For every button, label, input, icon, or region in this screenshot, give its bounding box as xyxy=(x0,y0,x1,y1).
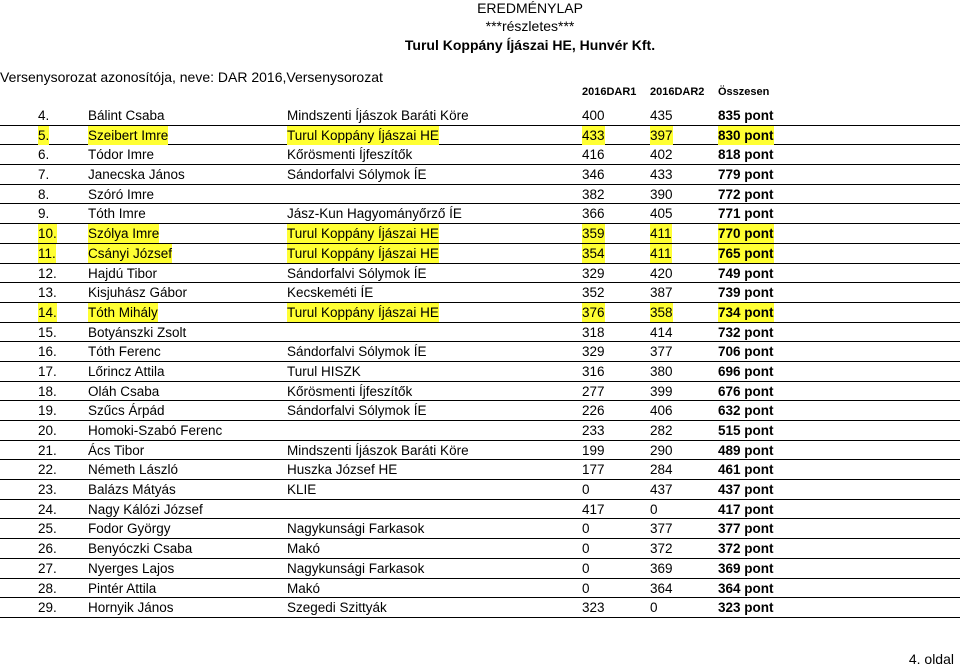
name-cell: Nyerges Lajos xyxy=(88,560,175,576)
rank-cell: 23. xyxy=(38,482,57,498)
table-row xyxy=(0,598,960,618)
name-cell: Németh László xyxy=(88,462,179,478)
results-table xyxy=(0,106,960,618)
name-cell: Szólya Imre xyxy=(88,226,160,242)
total-score-cell: 364 pont xyxy=(718,580,774,596)
table-row xyxy=(0,323,960,343)
total-score-cell: 734 pont xyxy=(718,304,774,320)
series-identifier: Versenysorozat azonosítója, neve: DAR 2016,Versenysorozat xyxy=(0,69,383,85)
club-cell: Kőrösmenti Íjfeszítők xyxy=(287,383,413,399)
rank-cell: 8. xyxy=(38,186,50,202)
table-row xyxy=(0,500,960,520)
name-cell: Tóth Mihály xyxy=(88,304,158,320)
name-cell: Balázs Mátyás xyxy=(88,482,176,498)
table-row xyxy=(0,460,960,480)
d1-score-cell: 346 xyxy=(582,167,605,183)
d2-score-cell: 284 xyxy=(650,462,673,478)
rank-cell: 5. xyxy=(38,127,50,143)
total-score-cell: 770 pont xyxy=(718,226,774,242)
total-score-cell: 417 pont xyxy=(718,501,774,517)
d2-score-cell: 437 xyxy=(650,482,673,498)
d2-score-cell: 282 xyxy=(650,423,673,438)
rank-cell: 7. xyxy=(38,167,50,183)
d1-score-cell: 329 xyxy=(582,344,605,360)
column-header-d2: 2016DAR2 xyxy=(650,86,705,98)
d1-score-cell: 233 xyxy=(582,423,605,438)
table-row xyxy=(0,303,960,323)
rank-cell: 19. xyxy=(38,403,57,419)
total-score-cell: 771 pont xyxy=(718,206,774,222)
d1-score-cell: 366 xyxy=(582,206,605,222)
d2-score-cell: 397 xyxy=(650,127,673,143)
d2-score-cell: 390 xyxy=(650,186,673,202)
total-score-cell: 489 pont xyxy=(718,442,774,458)
d1-score-cell: 323 xyxy=(582,600,605,616)
d2-score-cell: 414 xyxy=(650,324,673,340)
club-cell: Sándorfalvi Sólymok ÍE xyxy=(287,265,427,281)
rank-cell: 14. xyxy=(38,304,57,320)
total-score-cell: 765 pont xyxy=(718,245,774,261)
total-score-cell: 377 pont xyxy=(718,521,774,537)
table-row xyxy=(0,224,960,244)
team-name: Turul Koppány Íjászai HE, Hunvér Kft. xyxy=(404,37,656,53)
total-score-cell: 818 pont xyxy=(718,147,774,163)
club-cell: Makó xyxy=(287,580,321,596)
d2-score-cell: 369 xyxy=(650,560,673,576)
club-cell: Kecskeméti ÍE xyxy=(287,285,374,301)
column-header-d1: 2016DAR1 xyxy=(582,86,637,98)
club-cell: Turul Koppány Íjászai HE xyxy=(287,245,439,261)
table-row xyxy=(0,342,960,362)
table-row xyxy=(0,106,960,126)
total-score-cell: 749 pont xyxy=(718,265,774,281)
d2-score-cell: 406 xyxy=(650,403,673,419)
club-cell: Turul Koppány Íjászai HE xyxy=(287,127,439,143)
club-cell: Makó xyxy=(287,541,321,557)
total-score-cell: 779 pont xyxy=(718,167,774,183)
table-row xyxy=(0,145,960,165)
d1-score-cell: 359 xyxy=(582,226,605,242)
rank-cell: 17. xyxy=(38,363,57,379)
d1-score-cell: 376 xyxy=(582,304,605,320)
total-score-cell: 772 pont xyxy=(718,186,774,202)
d1-score-cell: 433 xyxy=(582,127,605,143)
rank-cell: 24. xyxy=(38,501,57,517)
club-cell: Jász-Kun Hagyományőrző ÍE xyxy=(287,206,462,222)
table-row xyxy=(0,519,960,539)
rank-cell: 11. xyxy=(38,245,56,261)
total-score-cell: 706 pont xyxy=(718,344,774,360)
page-title: EREDMÉNYLAP xyxy=(477,0,583,16)
d1-score-cell: 199 xyxy=(582,442,605,458)
club-cell: Mindszenti Íjászok Baráti Köre xyxy=(287,442,469,458)
table-row xyxy=(0,441,960,461)
total-score-cell: 696 pont xyxy=(718,363,774,379)
table-row xyxy=(0,185,960,205)
table-row xyxy=(0,382,960,402)
total-score-cell: 323 pont xyxy=(718,600,774,616)
name-cell: Hajdú Tibor xyxy=(88,265,158,281)
d2-score-cell: 399 xyxy=(650,383,673,399)
rank-cell: 20. xyxy=(38,423,57,438)
d2-score-cell: 377 xyxy=(650,344,673,360)
d1-score-cell: 0 xyxy=(582,521,590,537)
d2-score-cell: 435 xyxy=(650,108,673,123)
club-cell: Turul Koppány Íjászai HE xyxy=(287,226,439,242)
club-cell: Nagykunsági Farkasok xyxy=(287,521,425,537)
name-cell: Csányi József xyxy=(88,245,173,261)
d1-score-cell: 0 xyxy=(582,560,590,576)
d2-score-cell: 405 xyxy=(650,206,673,222)
name-cell: Tóth Imre xyxy=(88,206,146,222)
d1-score-cell: 0 xyxy=(582,482,590,498)
d1-score-cell: 382 xyxy=(582,186,605,202)
d1-score-cell: 354 xyxy=(582,245,605,261)
d1-score-cell: 177 xyxy=(582,462,605,478)
table-row xyxy=(0,401,960,421)
d1-score-cell: 417 xyxy=(582,501,605,517)
club-cell: Szegedi Szittyák xyxy=(287,600,387,616)
name-cell: Homoki-Szabó Ferenc xyxy=(88,423,223,438)
d2-score-cell: 0 xyxy=(650,600,658,616)
d2-score-cell: 364 xyxy=(650,580,673,596)
club-cell: Turul Koppány Íjászai HE xyxy=(287,304,439,320)
name-cell: Janecska János xyxy=(88,167,185,183)
club-cell: Sándorfalvi Sólymok ÍE xyxy=(287,344,427,360)
table-row xyxy=(0,264,960,284)
name-cell: Szeibert Imre xyxy=(88,127,169,143)
total-score-cell: 515 pont xyxy=(718,423,774,438)
d1-score-cell: 0 xyxy=(582,541,590,557)
table-row xyxy=(0,539,960,559)
rank-cell: 13. xyxy=(38,285,57,301)
rank-cell: 25. xyxy=(38,521,57,537)
rank-cell: 21. xyxy=(38,442,57,458)
column-header-total: Összesen xyxy=(718,86,770,98)
table-row xyxy=(0,126,960,146)
total-score-cell: 372 pont xyxy=(718,541,774,557)
name-cell: Bálint Csaba xyxy=(88,108,165,123)
d2-score-cell: 377 xyxy=(650,521,673,537)
d1-score-cell: 277 xyxy=(582,383,605,399)
rank-cell: 4. xyxy=(38,108,50,123)
club-cell: Sándorfalvi Sólymok ÍE xyxy=(287,167,427,183)
table-row xyxy=(0,579,960,599)
name-cell: Szűcs Árpád xyxy=(88,403,165,419)
total-score-cell: 732 pont xyxy=(718,324,774,340)
d1-score-cell: 352 xyxy=(582,285,605,301)
name-cell: Tódor Imre xyxy=(88,147,155,163)
total-score-cell: 739 pont xyxy=(718,285,774,301)
d2-score-cell: 411 xyxy=(650,245,672,261)
total-score-cell: 437 pont xyxy=(718,482,774,498)
rank-cell: 26. xyxy=(38,541,57,557)
d2-score-cell: 411 xyxy=(650,226,672,242)
d1-score-cell: 400 xyxy=(582,108,605,123)
name-cell: Botyánszki Zsolt xyxy=(88,324,187,340)
name-cell: Fodor György xyxy=(88,521,171,537)
name-cell: Kisjuhász Gábor xyxy=(88,285,188,301)
table-row xyxy=(0,421,960,441)
club-cell: Sándorfalvi Sólymok ÍE xyxy=(287,403,427,419)
name-cell: Lőrincz Attila xyxy=(88,363,165,379)
club-cell: KLIE xyxy=(287,482,317,498)
total-score-cell: 830 pont xyxy=(718,127,774,143)
rank-cell: 22. xyxy=(38,462,57,478)
rank-cell: 28. xyxy=(38,580,57,596)
rank-cell: 29. xyxy=(38,600,57,616)
table-row xyxy=(0,559,960,579)
table-row xyxy=(0,480,960,500)
club-cell: Nagykunsági Farkasok xyxy=(287,560,425,576)
d2-score-cell: 420 xyxy=(650,265,673,281)
rank-cell: 12. xyxy=(38,265,57,281)
d2-score-cell: 290 xyxy=(650,442,673,458)
name-cell: Pintér Attila xyxy=(88,580,157,596)
name-cell: Tóth Ferenc xyxy=(88,344,161,360)
d2-score-cell: 387 xyxy=(650,285,673,301)
d1-score-cell: 329 xyxy=(582,265,605,281)
name-cell: Szóró Imre xyxy=(88,186,155,202)
total-score-cell: 835 pont xyxy=(718,108,774,123)
table-row xyxy=(0,204,960,224)
rank-cell: 6. xyxy=(38,147,50,163)
d1-score-cell: 416 xyxy=(582,147,605,163)
table-row xyxy=(0,283,960,303)
club-cell: Turul HISZK xyxy=(287,363,361,379)
d1-score-cell: 316 xyxy=(582,363,605,379)
table-row xyxy=(0,244,960,264)
name-cell: Oláh Csaba xyxy=(88,383,160,399)
name-cell: Ács Tibor xyxy=(88,442,145,458)
total-score-cell: 632 pont xyxy=(718,403,774,419)
rank-cell: 15. xyxy=(38,324,57,340)
rank-cell: 16. xyxy=(38,344,57,360)
club-cell: Kőrösmenti Íjfeszítők xyxy=(287,147,413,163)
d1-score-cell: 0 xyxy=(582,580,590,596)
table-row xyxy=(0,165,960,185)
d2-score-cell: 433 xyxy=(650,167,673,183)
rank-cell: 18. xyxy=(38,383,57,399)
name-cell: Benyóczki Csaba xyxy=(88,541,193,557)
name-cell: Hornyik János xyxy=(88,600,174,616)
table-row xyxy=(0,362,960,382)
rank-cell: 10. xyxy=(38,226,57,242)
d2-score-cell: 358 xyxy=(650,304,673,320)
name-cell: Nagy Kálózi József xyxy=(88,501,203,517)
rank-cell: 27. xyxy=(38,560,57,576)
d2-score-cell: 372 xyxy=(650,541,673,557)
club-cell: Mindszenti Íjászok Baráti Köre xyxy=(287,108,469,123)
club-cell: Huszka József HE xyxy=(287,462,398,478)
d2-score-cell: 380 xyxy=(650,363,673,379)
d1-score-cell: 318 xyxy=(582,324,605,340)
total-score-cell: 461 pont xyxy=(718,462,774,478)
d2-score-cell: 0 xyxy=(650,501,658,517)
d2-score-cell: 402 xyxy=(650,147,673,163)
page-subtitle: ***részletes*** xyxy=(485,18,575,34)
page-number: 4. oldal xyxy=(908,651,954,667)
d1-score-cell: 226 xyxy=(582,403,605,419)
total-score-cell: 676 pont xyxy=(718,383,774,399)
rank-cell: 9. xyxy=(38,206,50,222)
total-score-cell: 369 pont xyxy=(718,560,774,576)
